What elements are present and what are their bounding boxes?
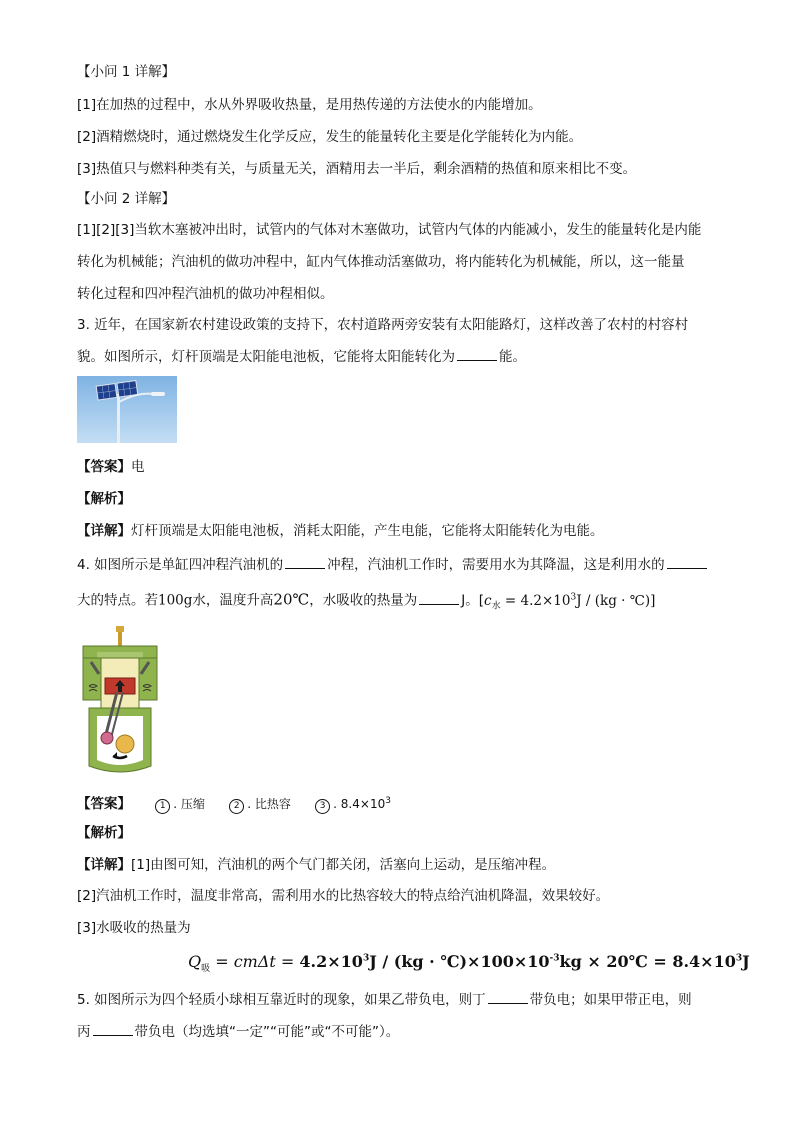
answer-option-2: 2 . 比热容 [229, 795, 291, 814]
question-4-line2: 大的特点。若100g水，温度升高20℃，水吸收的热量为 J。[$c_水 = 4.2\times 10^3J / (kg$ · ℃)] [77, 590, 656, 612]
answer-blank [285, 555, 325, 569]
answer-blank [93, 1022, 133, 1036]
detail-4-1: 【详解】[1]由图可知，汽油机的两个气门都关闭，活塞向上运动，是压缩冲程。 [77, 857, 556, 873]
four-stroke-engine-image [77, 626, 163, 778]
answer-blank [419, 591, 459, 605]
line-2-1: [1][2][3]当软木塞被冲出时，试管内的气体对木塞做功，试管内气体的内能减小，发生的能量转化是内能 [77, 222, 702, 238]
question-3-line1: 3. 近年，在国家新农村建设政策的支持下，农村道路两旁安装有太阳能路灯，这样改善了农村的村容村 [77, 317, 689, 333]
answer-option-3: 3 . $8.4\times 10^3$ [315, 792, 391, 814]
question-4-line1: 4. 如图所示是单缸四冲程汽油机的 冲程，汽油机工作时，需要用水为其降温，这是利用水的 [77, 555, 709, 574]
line-1-3: [3]热值只与燃料种类有关，与质量无关，酒精用去一半后，剩余酒精的热值和原来相比不变。 [77, 161, 637, 177]
line-1-2: [2]酒精燃烧时，通过燃烧发生化学反应，发生的能量转化主要是化学能转化为内能。 [77, 129, 583, 145]
answer-blank [457, 347, 497, 361]
question-3-line2: 貌。如图所示，灯杆顶端是太阳能电池板，它能将太阳能转化为 能。 [77, 349, 526, 365]
detail-3: 【详解】灯杆顶端是太阳能电池板，消耗太阳能，产生电能，它能将太阳能转化为电能。 [77, 523, 604, 539]
heat-formula: $Q_吸 = cm\Delta t = 4.2\times 10^3J / (kg$ · $℃)\times 100\times 10^{-3}kg$ × 20℃ = $8.4\times 10^3J$ [188, 952, 750, 975]
question-5-line1: 5. 如图所示为四个轻质小球相互靠近时的现象，如果乙带负电，则丁 带负电；如果甲带正电，则 [77, 992, 692, 1008]
line-xiaowen2: 【小问 2 详解】 [77, 191, 176, 207]
question-5-line2: 丙 带负电（均选填“一定”“可能”或“不可能”）。 [77, 1024, 400, 1040]
answer-option-1: 1 . 压缩 [155, 795, 205, 814]
analysis-3: 【解析】 [77, 491, 131, 507]
line-2-2: 转化为机械能；汽油机的做功冲程中，缸内气体推动活塞做功，将内能转化为机械能，所以，这一能量 [77, 254, 685, 270]
line-2-3: 转化过程和四冲程汽油机的做功冲程相似。 [77, 286, 334, 302]
answer-blank [488, 990, 528, 1004]
detail-4-3: [3]水吸收的热量为 [77, 920, 191, 936]
answer-4: 【答案】 1 . 压缩 2 . 比热容 3 . $8.4\times 10^3$ [77, 792, 391, 814]
engine-svg [77, 626, 163, 778]
line-xiaowen1: 【小问 1 详解】 [77, 64, 176, 80]
answer-3: 【答案】电 [77, 459, 145, 475]
solar-street-lamp-image [77, 376, 177, 443]
line-1-1: [1]在加热的过程中，水从外界吸收热量，是用热传递的方法使水的内能增加。 [77, 97, 542, 113]
detail-4-2: [2]汽油机工作时，温度非常高，需利用水的比热容较大的特点给汽油机降温，效果较好。 [77, 888, 610, 904]
analysis-4: 【解析】 [77, 825, 131, 841]
solar-lamp-svg [77, 376, 177, 443]
answer-blank [667, 555, 707, 569]
